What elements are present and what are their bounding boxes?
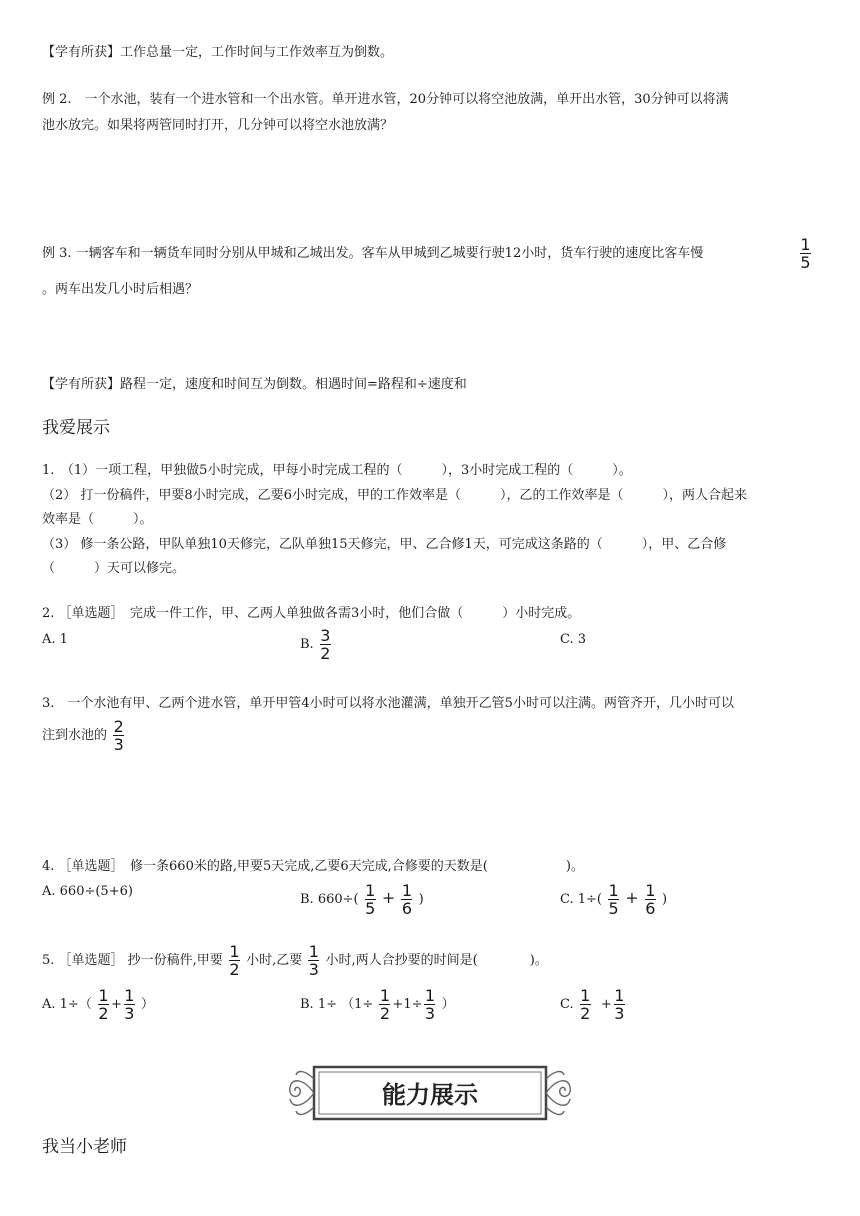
numerator: 1	[124, 986, 135, 1005]
numerator: 1	[98, 986, 109, 1005]
q4-stem: 4. ［单选题］ 修一条660米的路,甲要5天完成,乙要6天完成,合修要的天数是( )。	[42, 859, 584, 874]
denominator: 5	[608, 899, 619, 918]
plus-sign: +	[600, 997, 612, 1012]
q1-part-2-line-1: （2） 打一份稿件，甲要8小时完成，乙要6小时完成，甲的工作效率是（ ），乙的工作效率是（ ），两人合起来	[42, 488, 747, 503]
learned-note-1: 【学有所获】工作总量一定，工作时间与工作效率互为倒数。	[42, 45, 394, 60]
q5-option-a[interactable]	[42, 987, 154, 1022]
close-paren: ）	[141, 997, 155, 1012]
q3-line-2	[42, 718, 126, 753]
banner-text: 能力展示	[382, 1080, 478, 1109]
option-label: C. 1÷(	[560, 892, 602, 907]
numerator: 1	[308, 942, 319, 961]
learned-note-2: 【学有所获】路程一定，速度和时间互为倒数。相遇时间=路程和÷速度和	[42, 377, 467, 392]
numerator: 1	[365, 881, 376, 900]
denominator: 3	[424, 1004, 436, 1023]
option-label: C.	[560, 997, 574, 1012]
close-paren: )	[661, 892, 668, 907]
q1-part-3-line-1: （3） 修一条公路，甲队单独10天修完，乙队单独15天修完，甲、乙合修1天，可完成这条路的（ ），甲、乙合修	[42, 537, 727, 552]
option-label: B. 1÷ （1÷	[300, 997, 374, 1012]
denominator: 6	[645, 899, 656, 918]
q5-option-b[interactable]	[300, 987, 455, 1022]
denominator: 2	[98, 1004, 109, 1023]
denominator: 5	[365, 899, 376, 918]
plus-one-divide: +1÷	[392, 997, 423, 1012]
denominator: 2	[229, 960, 240, 979]
q4-option-b[interactable]	[300, 882, 424, 917]
numerator: 3	[320, 626, 331, 645]
section-title-show: 我爱展示	[42, 418, 110, 438]
q3-line-2-text: 注到水池的	[42, 728, 108, 743]
denominator: 5	[800, 253, 811, 272]
fraction-one-fifth	[365, 882, 376, 917]
numerator: 1	[800, 235, 811, 254]
q1-part-2-line-2: 效率是（ ）。	[42, 512, 153, 527]
q4-option-c[interactable]	[560, 882, 667, 917]
example-3-line-1: 例 3. 一辆客车和一辆货车同时分别从甲城和乙城出发。客车从甲城到乙城要行驶12小时，货车行驶的速度比客车慢	[42, 246, 704, 261]
denominator: 3	[113, 735, 124, 754]
fraction-one-fifth	[608, 882, 619, 917]
q1-part-1: 1. （1）一项工程，甲独做5小时完成，甲每小时完成工程的（ ），3小时完成工程的（ ）。	[42, 463, 632, 478]
fraction-one-half	[379, 987, 390, 1022]
numerator: 2	[113, 717, 124, 736]
denominator: 2	[379, 1004, 391, 1023]
fraction-one-half	[98, 987, 109, 1022]
option-label: B. 660÷(	[300, 892, 359, 907]
example-2-line-1: 例 2. 一个水池，装有一个进水管和一个出水管。单开进水管，20分钟可以将空池放满，单开出水管，30分钟可以将满	[42, 92, 729, 107]
denominator: 6	[401, 899, 413, 918]
numerator: 1	[229, 942, 240, 961]
denominator: 3	[614, 1004, 625, 1023]
section-title-teacher: 我当小老师	[42, 1137, 127, 1157]
denominator: 3	[124, 1004, 135, 1023]
example-2-line-2: 池水放完。如果将两管同时打开，几分钟可以将空水池放满？	[42, 118, 394, 133]
right-scroll-ornament-icon	[546, 1072, 570, 1115]
q5-stem-part-b: 小时,乙要	[246, 953, 303, 968]
ability-banner	[286, 1057, 574, 1129]
numerator: 1	[580, 986, 591, 1005]
q4-option-a[interactable]: A. 660÷(5+6)	[42, 884, 133, 899]
q3-line-1: 3. 一个水池有甲、乙两个进水管，单开甲管4小时可以将水池灌满，单独开乙管5小时可以注满。两管齐开，几小时可以	[42, 696, 734, 711]
option-label: B.	[300, 637, 314, 652]
fraction-two-thirds	[113, 718, 124, 753]
fraction-three-halves	[320, 627, 331, 662]
plus-sign: +	[381, 888, 396, 907]
fraction-one-fifth	[800, 236, 811, 271]
plus-sign: +	[625, 888, 639, 907]
numerator: 1	[401, 881, 413, 900]
fraction-one-half	[229, 943, 240, 978]
numerator: 1	[424, 986, 436, 1005]
fraction-one-sixth	[645, 882, 656, 917]
option-label: A. 1÷（	[42, 997, 92, 1012]
left-scroll-ornament-icon	[290, 1072, 314, 1115]
example-3-line-2: 。两车出发几小时后相遇？	[42, 282, 199, 297]
q2-option-a[interactable]: A. 1	[42, 632, 68, 647]
q5-stem	[42, 943, 548, 978]
q2-option-b[interactable]	[300, 627, 333, 662]
close-paren: ）	[441, 997, 455, 1012]
denominator: 3	[308, 960, 319, 979]
plus-sign: +	[110, 997, 122, 1012]
q5-stem-part-c: 小时,两人合抄要的时间是( )。	[325, 953, 548, 968]
q2-stem: 2. ［单选题］ 完成一件工作，甲、乙两人单独做各需3小时，他们合做（ ）小时完成。	[42, 606, 581, 621]
numerator: 1	[645, 881, 656, 900]
fraction-one-sixth	[401, 882, 412, 917]
denominator: 2	[320, 644, 331, 663]
fraction-one-third	[308, 943, 319, 978]
close-paren: )	[418, 892, 424, 907]
fraction-one-third	[424, 987, 435, 1022]
q5-stem-part-a: 5. ［单选题］ 抄一份稿件,甲要	[42, 953, 223, 968]
numerator: 1	[614, 986, 625, 1005]
q1-part-3-line-2: （ ）天可以修完。	[42, 561, 186, 576]
q2-option-c[interactable]: C. 3	[560, 632, 587, 647]
numerator: 1	[608, 881, 619, 900]
numerator: 1	[379, 986, 391, 1005]
fraction-one-half	[580, 987, 591, 1022]
q5-option-c[interactable]	[560, 987, 627, 1022]
fraction-one-third	[614, 987, 625, 1022]
denominator: 2	[580, 1004, 591, 1023]
fraction-one-third	[124, 987, 135, 1022]
